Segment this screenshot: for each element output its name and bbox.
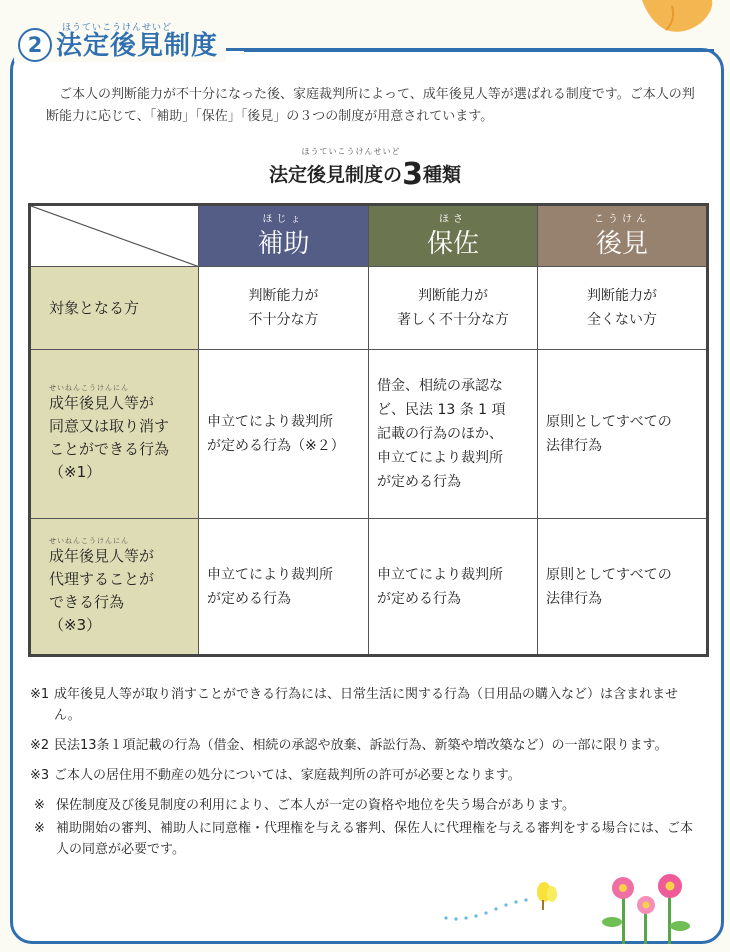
footnote-mark: ※2 (30, 738, 50, 753)
cell-line: 申立てにより裁判所 (207, 566, 333, 583)
row-label-target (30, 267, 199, 350)
cell-consent-hojo (199, 349, 369, 518)
cell-line: が定める行為 (377, 474, 461, 491)
footnote-text: 保佐制度及び後見制度の利用により、ご本人が一定の資格や地位を失う場合があります。 (56, 798, 575, 813)
footnote-1 (30, 684, 702, 726)
butterfly-flowers-illustration-icon (440, 872, 700, 944)
footnote-mark: ※3 (30, 768, 50, 783)
row-label-line: 成年後見人等が (49, 394, 155, 413)
cell-line: 判断能力が (418, 288, 488, 305)
cell-line: が定める行為 (207, 590, 291, 607)
cell-line: 判断能力が (248, 288, 319, 305)
section-number: 2 (18, 28, 52, 62)
cell-line: 原則としてすべての (546, 566, 672, 583)
cell-line: 判断能力が (587, 288, 657, 305)
row-label-line: （※1） (49, 463, 102, 482)
footnotes (30, 684, 702, 869)
section-title: 法定後見制度 (56, 30, 219, 61)
header-hosa-ruby: ほさ (439, 214, 467, 226)
footnote-3 (30, 765, 702, 786)
intro-paragraph: ご本人の判断能力が不十分になった後、家庭裁判所によって、成年後見人等が選ばれる制度です。ご本人の判断能力に応じて、「補助」「保佐」「後見」の３つの制度が用意されています。 (46, 87, 695, 124)
row-label-line: 同意又は取り消す (49, 417, 170, 436)
subtitle-prefix: 法定後見制度の (269, 164, 403, 186)
footnote-5 (30, 818, 702, 860)
header-hojo (199, 205, 369, 267)
header-koken (538, 205, 708, 267)
cell-agency-hojo (199, 519, 369, 656)
row-label-line: ことができる行為 (49, 440, 170, 459)
subtitle-suffix: 種類 (422, 164, 461, 186)
header-koken-ruby: こうけん (594, 214, 650, 226)
footnote-text: 補助開始の審判、補助人に同意権・代理権を与える審判、保佐人に代理権を与える審判をする場合には、ご本人の同意が必要です。 (56, 821, 694, 857)
row-label-ruby: せいねんこうけんにん (49, 384, 129, 393)
row-label-line: （※3） (49, 615, 102, 634)
cell-agency-koken (538, 519, 708, 656)
footnote-text: 成年後見人等が取り消すことができる行為には、日常生活に関する行為（日用品の購入など）は含まれません。 (54, 687, 679, 723)
subtitle-number: 3 (402, 157, 423, 192)
hand-illustration-icon (632, 0, 714, 36)
cell-target-hojo (199, 267, 369, 350)
cell-line: 全くない方 (587, 312, 657, 329)
cell-target-hosa (369, 267, 538, 350)
cell-agency-hosa (369, 519, 538, 656)
footnote-mark: ※1 (30, 687, 50, 702)
footnote-text: ご本人の居住用不動産の処分については、家庭裁判所の許可が必要となります。 (54, 768, 521, 783)
cell-line: 原則としてすべての (546, 414, 672, 431)
footnote-mark: ※ (34, 798, 45, 813)
cell-line: が定める行為（※２） (207, 438, 345, 455)
cell-line: が定める行為 (377, 590, 461, 607)
table-row-agency (30, 519, 708, 656)
header-hosa-label: 保佐 (426, 229, 479, 260)
cell-line: 申立てにより裁判所 (377, 566, 503, 583)
cell-line: 申立てにより裁判所 (377, 450, 503, 467)
header-hojo-ruby: ほじょ (262, 214, 305, 226)
table-subtitle (0, 146, 730, 192)
table-corner-cell (30, 205, 199, 267)
cell-line: 借金、相続の承認な (377, 378, 503, 395)
footnote-4 (30, 795, 702, 816)
row-label-line: 代理することが (49, 569, 155, 588)
footnote-mark: ※ (34, 821, 45, 836)
footnote-2 (30, 735, 702, 756)
subtitle-ruby: ほうていこうけんせいど (301, 147, 401, 156)
row-label-line: 対象となる方 (49, 298, 140, 317)
row-label-line: できる行為 (49, 592, 125, 611)
table-row-target (30, 267, 708, 350)
cell-target-koken (538, 267, 708, 350)
section-title-ruby: ほうていこうけんせいど (62, 22, 173, 33)
cell-line: 記載の行為のほか、 (377, 426, 503, 443)
diagonal-line (31, 206, 198, 266)
cell-line: 不十分な方 (248, 312, 319, 329)
title-divider (244, 49, 714, 52)
row-label-ruby: せいねんこうけんにん (49, 536, 129, 545)
section-title-bar (14, 20, 226, 62)
guardianship-types-table (28, 203, 709, 657)
row-label-line: 成年後見人等が (49, 546, 155, 565)
cell-line: 著しく不十分な方 (397, 312, 509, 329)
cell-line: 申立てにより裁判所 (207, 414, 333, 431)
row-label-agency (30, 519, 199, 656)
header-hosa (369, 205, 538, 267)
cell-line: 法律行為 (546, 438, 602, 455)
table-row-consent (30, 349, 708, 518)
cell-line: ど、民法 13 条 1 項 (377, 402, 506, 419)
header-hojo-label: 補助 (257, 229, 310, 260)
cell-line: 法律行為 (546, 590, 602, 607)
footnote-text: 民法13条１項記載の行為（借金、相続の承認や放棄、訴訟行為、新築や増改築など）の一部に限ります。 (54, 738, 668, 753)
cell-consent-koken (538, 349, 708, 518)
cell-consent-hosa (369, 349, 538, 518)
header-koken-label: 後見 (595, 229, 648, 260)
row-label-consent (30, 349, 199, 518)
